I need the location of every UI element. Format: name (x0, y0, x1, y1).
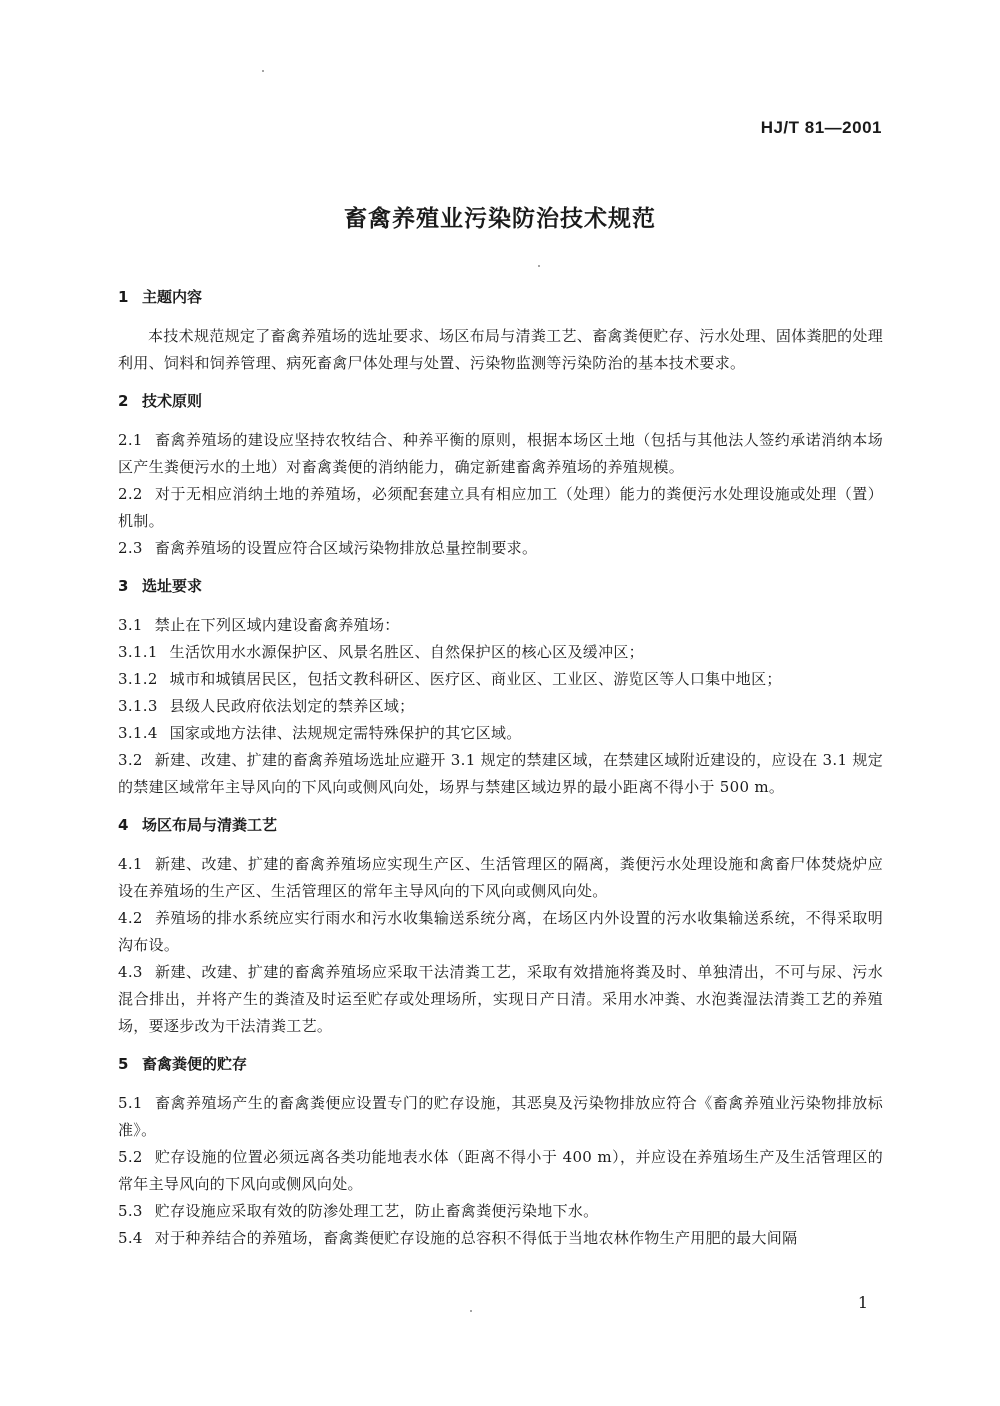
section-title: 主题内容 (142, 288, 203, 306)
section-number: 5 (118, 1055, 129, 1073)
clause-number: 4.1 (118, 855, 143, 873)
clause-paragraph (118, 612, 883, 639)
clause-paragraph (118, 481, 883, 535)
scan-speck (538, 265, 540, 267)
clause-text: 县级人民政府依法划定的禁养区域； (169, 697, 415, 715)
clause-paragraph (118, 1090, 883, 1144)
clause-paragraph (118, 747, 883, 801)
section-2 (118, 389, 883, 574)
clause-text: 对于无相应消纳土地的养殖场，必须配套建立具有相应加工（处理）能力的粪便污水处理设施或处理（置）机制。 (118, 485, 883, 530)
scan-speck (262, 70, 264, 72)
clause-number: 5.2 (118, 1148, 143, 1166)
clause-text: 养殖场的排水系统应实行雨水和污水收集输送系统分离，在场区内外设置的污水收集输送系统，不得采取明沟布设。 (118, 909, 883, 954)
section-title: 畜禽粪便的贮存 (142, 1055, 248, 1073)
section-number: 3 (118, 577, 129, 595)
clause-text: 畜禽养殖场产生的畜禽粪便应设置专门的贮存设施，其恶臭及污染物排放应符合《畜禽养殖业污染物排放标准》。 (118, 1094, 883, 1139)
clause-paragraph (118, 905, 883, 959)
clause-number: 2.2 (118, 485, 143, 503)
clause-number: 5.4 (118, 1229, 143, 1247)
clause-paragraph (118, 1225, 883, 1252)
clause-number: 2.1 (118, 431, 143, 449)
clause-number: 3.1.4 (118, 724, 158, 742)
clause-text: 生活饮用水水源保护区、风景名胜区、自然保护区的核心区及缓冲区； (169, 643, 644, 661)
clause-number: 4.2 (118, 909, 143, 927)
section-title: 选址要求 (142, 577, 203, 595)
section-spacer (118, 1040, 883, 1052)
clause-number: 2.3 (118, 539, 143, 557)
clause-text: 贮存设施的位置必须远离各类功能地表水体（距离不得小于 400 m），并应设在养殖场生产及生活管理区的常年主导风向的下风向或侧风向处。 (118, 1148, 883, 1193)
clause-paragraph (118, 639, 883, 666)
section-4 (118, 813, 883, 1052)
section-heading (118, 1052, 883, 1076)
clause-number: 5.3 (118, 1202, 143, 1220)
clause-paragraph (118, 720, 883, 747)
clause-number: 3.1 (118, 616, 143, 634)
clause-text: 贮存设施应采取有效的防渗处理工艺，防止畜禽粪便污染地下水。 (154, 1202, 599, 1220)
clause-number: 4.3 (118, 963, 143, 981)
clause-paragraph (118, 959, 883, 1040)
standard-number: HJ/T 81—2001 (760, 118, 882, 137)
section-1 (118, 285, 883, 389)
clause-text: 畜禽养殖场的设置应符合区域污染物排放总量控制要求。 (154, 539, 538, 557)
clause-number: 3.1.1 (118, 643, 158, 661)
clause-text: 新建、改建、扩建的畜禽养殖场应实现生产区、生活管理区的隔离，粪便污水处理设施和禽畜尸体焚烧炉应设在养殖场的生产区、生活管理区的常年主导风向的下风向或侧风向处。 (118, 855, 883, 900)
section-heading (118, 389, 883, 413)
clause-paragraph (118, 851, 883, 905)
clause-paragraph (118, 693, 883, 720)
clause-text: 禁止在下列区域内建设畜禽养殖场： (154, 616, 400, 634)
section-heading (118, 574, 883, 598)
section-3 (118, 574, 883, 813)
clause-paragraph (118, 535, 883, 562)
section-spacer (118, 1252, 883, 1264)
clause-text: 国家或地方法律、法规规定需特殊保护的其它区域。 (169, 724, 522, 742)
section-5 (118, 1052, 883, 1264)
clause-text: 本技术规范规定了畜禽养殖场的选址要求、场区布局与清粪工艺、畜禽粪便贮存、污水处理、固体粪肥的处理利用、饲料和饲养管理、病死畜禽尸体处理与处置、污染物监测等污染防治的基本技术要求。 (118, 327, 883, 372)
clause-text: 新建、改建、扩建的畜禽养殖场选址应避开 3.1 规定的禁建区域，在禁建区域附近建设的，应设在 3.1 规定的禁建区域常年主导风向的下风向或侧风向处，场界与禁建区域边界的最小距离不得小于 500 m。 (118, 751, 883, 796)
section-spacer (118, 801, 883, 813)
clause-paragraph (118, 1198, 883, 1225)
clause-number: 3.1.3 (118, 697, 158, 715)
section-title: 场区布局与清粪工艺 (142, 816, 278, 834)
page-number: 1 (857, 1293, 868, 1312)
section-spacer (118, 377, 883, 389)
section-heading (118, 813, 883, 837)
clause-paragraph (118, 666, 883, 693)
clause-text: 城市和城镇居民区，包括文教科研区、医疗区、商业区、工业区、游览区等人口集中地区； (169, 670, 782, 688)
paragraph (118, 323, 883, 377)
clause-number: 3.1.2 (118, 670, 158, 688)
clause-number: 5.1 (118, 1094, 143, 1112)
section-number: 1 (118, 288, 129, 306)
section-number: 2 (118, 392, 129, 410)
scan-speck (470, 1310, 472, 1312)
clause-text: 畜禽养殖场的建设应坚持农牧结合、种养平衡的原则，根据本场区土地（包括与其他法人签约承诺消纳本场区产生粪便污水的土地）对畜禽粪便的消纳能力，确定新建畜禽养殖场的养殖规模。 (118, 431, 883, 476)
section-spacer (118, 562, 883, 574)
document-title: 畜禽养殖业污染防治技术规范 (344, 206, 656, 232)
clause-paragraph (118, 1144, 883, 1198)
clause-number: 3.2 (118, 751, 143, 769)
section-heading (118, 285, 883, 309)
document-body (118, 285, 883, 1264)
clause-text: 新建、改建、扩建的畜禽养殖场应采取干法清粪工艺，采取有效措施将粪及时、单独清出，不可与尿、污水混合排出，并将产生的粪渣及时运至贮存或处理场所，实现日产日清。采用水冲粪、水泡粪湿法清粪工艺的养殖场，要逐步改为干法清粪工艺。 (118, 963, 883, 1035)
clause-text: 对于种养结合的养殖场，畜禽粪便贮存设施的总容积不得低于当地农林作物生产用肥的最大间隔 (154, 1229, 798, 1247)
section-number: 4 (118, 816, 129, 834)
clause-paragraph (118, 427, 883, 481)
section-title: 技术原则 (142, 392, 203, 410)
